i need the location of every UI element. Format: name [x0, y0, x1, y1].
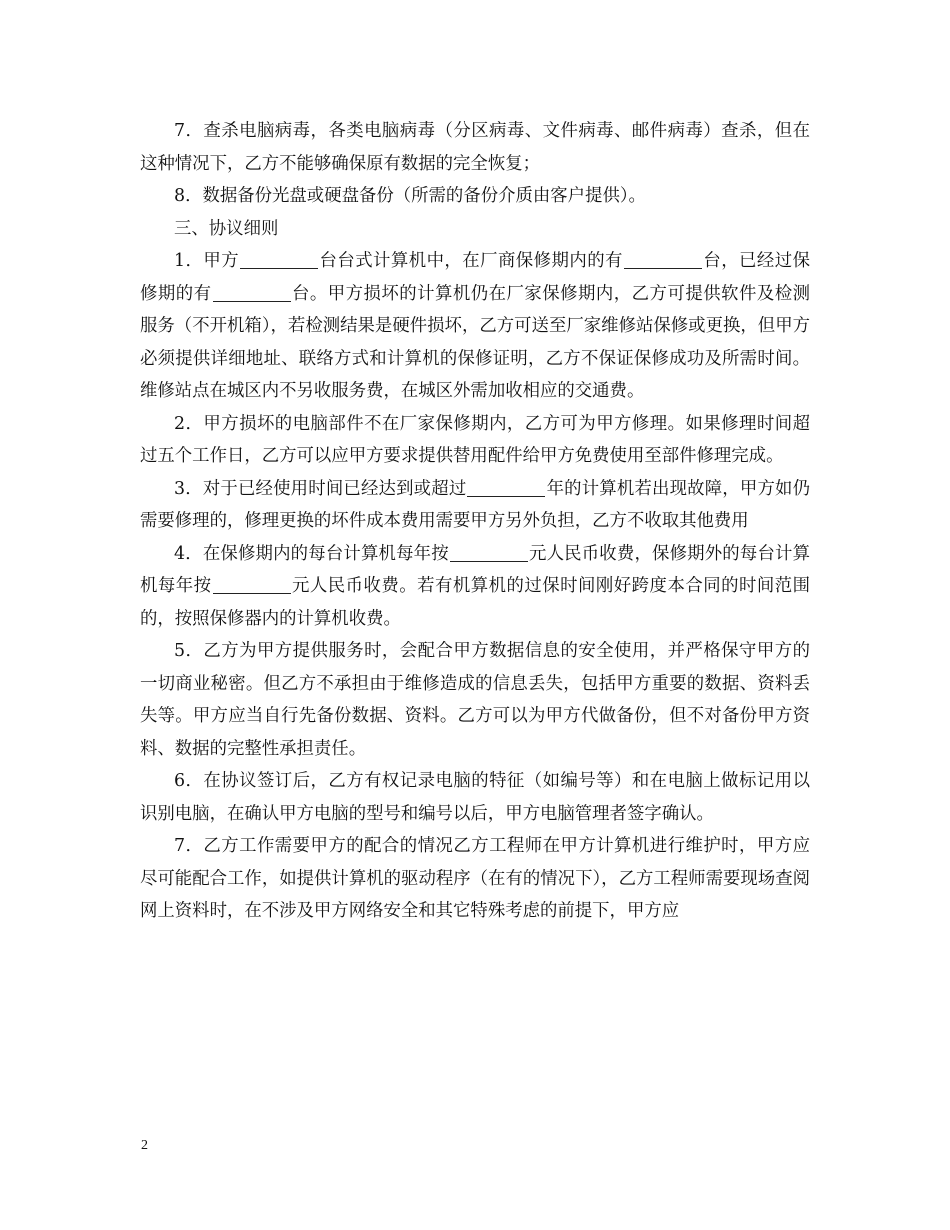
clause-text: 3．对于已经使用时间已经达到或超过: [174, 478, 467, 499]
paragraph-clause-4: [140, 538, 810, 636]
fill-in-blank: [467, 478, 545, 496]
paragraph-text: 但在这种情况下，乙方不能够确保原有数据的完全恢复；: [140, 121, 810, 174]
clause-text: 元人民币收费，保修期外的每台计算机每年按: [140, 543, 810, 596]
clause-text: 4．在保修期内的每台计算机每年按: [174, 543, 449, 564]
paragraph-clause-5: [140, 635, 810, 765]
clause-text: 台台式计算机中，在厂商保修期内的有: [319, 251, 623, 271]
clause-text: 台。甲方损坏的计算机仍在厂家保修期内，乙方可提供软件及检测服务（不开机箱），若检测结果是硬件损坏，乙方可送至厂家维修站保修或更换，但甲方必须提供详细地址、联络方式和计算机的保修证明，乙方不保证保修成功及所需时间。维修站点在城区内不另收服务费，在城区外需加收相应的交通费。: [140, 283, 810, 401]
paragraph-clause-1: [140, 245, 810, 408]
clause-text: 2．甲方损坏的电脑部件不在厂家保修期内，乙方可为甲方修理。如果修理时间超过五个工作日，乙方可以应甲方要求提供替用配件给甲方免费使用至部件修理完成。: [140, 413, 810, 466]
clause-text: 1．甲方: [174, 251, 240, 271]
paragraph-text: 7．查杀电脑病毒，各类电脑病毒（分区病毒、文件病毒、邮件病毒）查杀，: [174, 121, 775, 141]
paragraph-clause-7: [140, 830, 810, 928]
clause-text: 台，已经: [702, 251, 775, 271]
fill-in-blank: [240, 251, 318, 269]
fill-in-blank: [450, 543, 528, 561]
paragraph-text: 8．数据备份光盘或硬盘备份（所需的备份介质由客户提供）。: [174, 186, 646, 206]
document-body: [140, 115, 810, 928]
paragraph-clause-2: [140, 408, 810, 473]
fill-in-blank: [213, 283, 291, 301]
paragraph-item-7-virus: [140, 115, 810, 180]
paragraph-clause-6: [140, 765, 810, 830]
clause-text: 过保修期的有: [140, 251, 810, 304]
clause-text: 6．在协议签订后，乙方有权记录电脑的特征（如编号等）和在电脑上做标记用以识别电脑，在确认甲方电脑的型号和编号以后，甲方电脑管理者签字确认。: [140, 771, 810, 824]
heading-text: 三、协议细则: [174, 218, 279, 239]
page-number: 2: [141, 1138, 148, 1153]
paragraph-clause-3: [140, 473, 810, 538]
clause-text: 年的计算机若出现故障，甲方如仍需要修理的，修理更换的坏件成本费用需要甲方另外负担，乙方不收取其他费用: [140, 478, 810, 531]
section-heading-agreement-details: [140, 213, 810, 246]
clause-text: 元人民币收费。若有机算机的过保时间刚好跨度本合同的时间范围的，按照保修器内的计算机收费。: [140, 576, 810, 629]
fill-in-blank: [624, 251, 702, 269]
clause-text: 7．乙方工作需要甲方的配合的情况乙方工程师在甲方计算机进行维护时，甲方应尽可能配合工作，如提供计算机的驱动程序（在有的情况下），乙方工程师需要现场查阅网上资料时，在不涉及甲方网络安全和其它特殊考虑的前提下，甲方应: [140, 836, 810, 921]
fill-in-blank: [213, 576, 291, 594]
clause-text: 5．乙方为甲方提供服务时，会配合甲方数据信息的安全使用，并严格保守甲方的一切商业秘密。但乙方不承担由于维修造成的信息丢失，包括甲方重要的数据、资料丢失等。甲方应当自行先备份数据、资料。乙方可以为甲方代做备份，但不对备份甲方资料、数据的完整性承担责任。: [140, 641, 810, 759]
paragraph-item-8-backup: [140, 180, 810, 213]
